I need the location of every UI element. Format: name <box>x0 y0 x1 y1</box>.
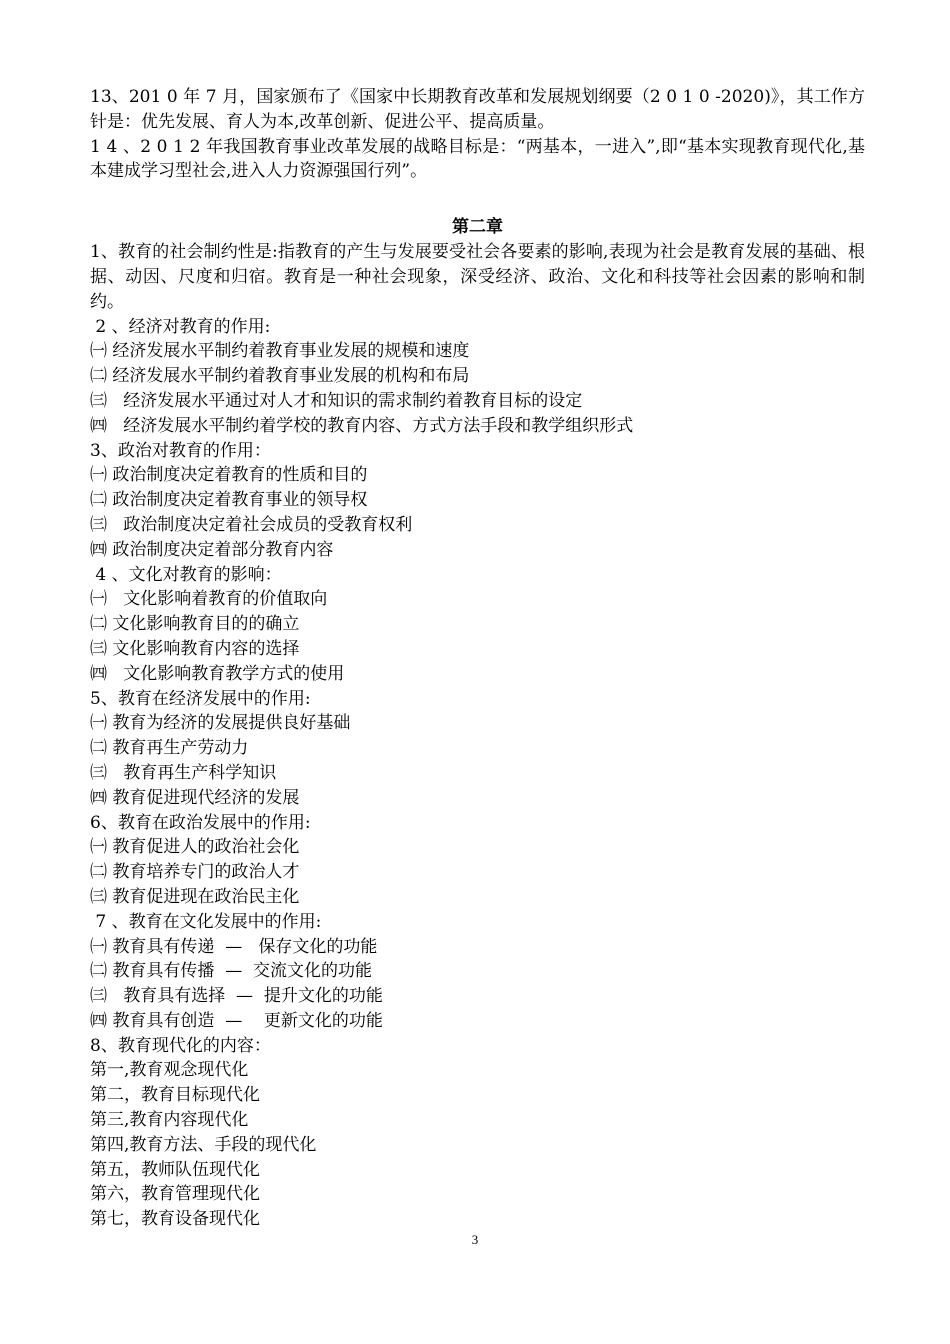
text-line: ㈣ 政治制度决定着部分教育内容 <box>90 539 334 560</box>
text-line: 2 、经济对教育的作用: <box>90 316 271 337</box>
text-line: ㈢ 政治制度决定着社会成员的受教育权利 <box>90 514 413 535</box>
page-number: 3 <box>471 1232 479 1247</box>
text-line: 第五，教师队伍现代化 <box>90 1159 260 1180</box>
text-line: 7 、教育在文化发展中的作用: <box>90 911 322 932</box>
text-line: ㈣ 文化影响教育教学方式的使用 <box>90 663 345 684</box>
text-line: 4 、文化对教育的影响： <box>90 564 282 585</box>
text-line: ㈢ 教育促进现在政治民主化 <box>90 886 300 907</box>
text-line: ㈢ 经济发展水平通过对人才和知识的需求制约着教育目标的设定 <box>90 390 583 411</box>
text-line: 第二，教育目标现代化 <box>90 1085 260 1106</box>
text-line: 第四,教育方法、手段的现代化 <box>90 1134 317 1155</box>
text-line: ㈠ 教育促进人的政治社会化 <box>90 837 300 858</box>
text-line: 第七，教育设备现代化 <box>90 1209 260 1230</box>
text-line: ㈣ 教育具有创造 — 更新文化的功能 <box>90 1010 383 1031</box>
paragraph-13: 13、201 0 年 7 月，国家颁布了《国家中长期教育改革和发展规划纲要（2 0 1 0 -2020)》，其工作方针是：优先发展、育人为本,改革创新、促进公平、提高质量。 <box>90 87 865 132</box>
chapter-title: 第二章 <box>452 217 503 238</box>
text-line: ㈠ 经济发展水平制约着教育事业发展的规模和速度 <box>90 341 470 362</box>
list-lines <box>90 315 865 1232</box>
text-line: 第一,教育观念现代化 <box>90 1060 249 1081</box>
text-line: 第六，教育管理现代化 <box>90 1184 260 1205</box>
text-line: ㈡ 教育再生产劳动力 <box>90 738 249 759</box>
text-line: ㈠ 教育为经济的发展提供良好基础 <box>90 713 351 734</box>
page-content <box>90 85 865 1232</box>
text-line: ㈡ 经济发展水平制约着教育事业发展的机构和布局 <box>90 366 470 387</box>
paragraph-1: 1、教育的社会制约性是:指教育的产生与发展要受社会各要素的影响,表现为社会是教育发展的基础、根据、动因、尺度和归宿。教育是一种社会现象，深受经济、政治、文化和科技等社会因素的影响和制约。 <box>90 242 865 312</box>
text-line: ㈢ 教育具有选择 — 提升文化的功能 <box>90 986 383 1007</box>
text-line: ㈡ 文化影响教育目的的确立 <box>90 614 300 635</box>
text-line: ㈢ 文化影响教育内容的选择 <box>90 638 300 659</box>
text-line: ㈣ 教育促进现代经济的发展 <box>90 787 300 808</box>
text-line: ㈡ 政治制度决定着教育事业的领导权 <box>90 490 368 511</box>
text-line: ㈢ 教育再生产科学知识 <box>90 762 277 783</box>
text-line: ㈠ 政治制度决定着教育的性质和目的 <box>90 465 368 486</box>
paragraph-14: 1 4 、2 0 1 2 年我国教育事业改革发展的战略目标是：“两基本，一进入”,即“基本实现教育现代化,基本建成学习型社会,进入人力资源强国行列”。 <box>90 136 865 182</box>
text-line: ㈠ 文化影响着教育的价值取向 <box>90 589 328 610</box>
text-line: 8、教育现代化的内容： <box>90 1035 271 1056</box>
text-line: 5、教育在经济发展中的作用: <box>90 688 311 709</box>
text-line: ㈠ 教育具有传递 — 保存文化的功能 <box>90 936 378 957</box>
text-line: ㈡ 教育培养专门的政治人才 <box>90 862 300 883</box>
text-line: ㈣ 经济发展水平制约着学校的教育内容、方式方法手段和教学组织形式 <box>90 415 634 436</box>
text-line: 6、教育在政治发展中的作用: <box>90 812 311 833</box>
text-line: 3、政治对教育的作用： <box>90 440 271 461</box>
text-line: 第三,教育内容现代化 <box>90 1110 249 1131</box>
text-line: ㈡ 教育具有传播 — 交流文化的功能 <box>90 961 373 982</box>
section-gap <box>90 184 865 214</box>
